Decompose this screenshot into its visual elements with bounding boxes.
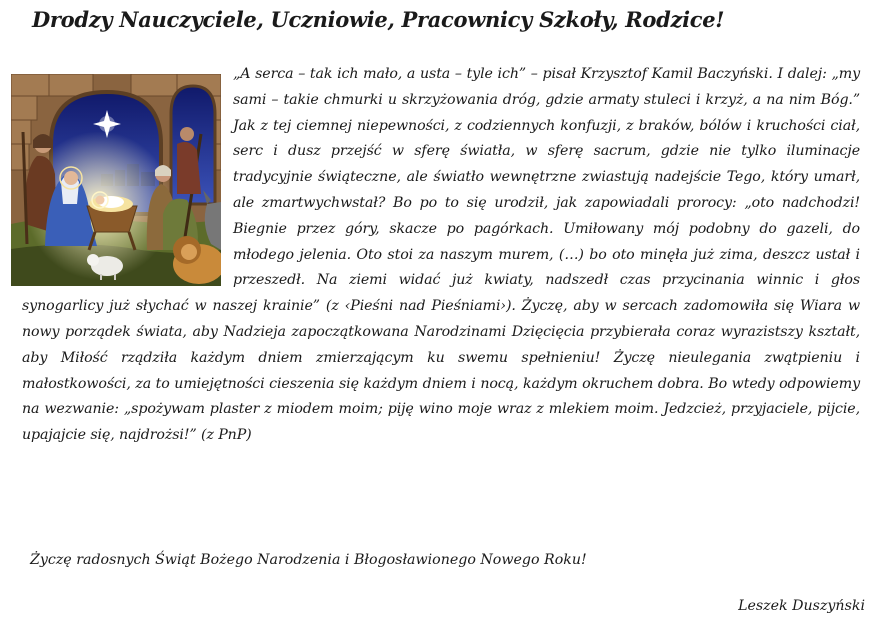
letter-heading: Drodzy Nauczyciele, Uczniowie, Pracownicy Szkoły, Rodzice! xyxy=(32,7,725,32)
signature: Leszek Duszyński xyxy=(738,598,865,614)
letter-body xyxy=(22,62,860,449)
nativity-image xyxy=(11,74,221,286)
letter-text: „A serca – tak ich mało, a usta – tyle ich” – pisał Krzysztof Kamil Baczyński. I dalej: „my sami – takie chmurki u skrzyżowania dróg, gdzie armaty stuleci i krzyż, a na nim Bóg.” Jak z tej ciemnej niepewności, z codziennych konfuzji, z braków, bólów i kruchości ciał, serc i dusz przejść w sferę światła, w sferę sacrum, gdzie nie tylko iluminacje tradycyjnie świąteczne, ale światło wewnętrzne zwiastują nadejście Tego, który umarł, ale zmartwychwstał? Bo po to się urodził, jak zapowiadali prorocy: „oto nadchodzi! Biegnie przez góry, skacze po pagórkach. Umiłowany mój podobny do gazeli, do młodego jelenia. Oto stoi za naszym murem, (…) bo oto minęła już zima, deszcz ustał i przeszedł. Na ziemi widać już kwiaty, nadszedł czas przycinania winnic i głos synogarlicy już słychać w naszej krainie” (z ‹Pieśni nad Pieśniami›). Życzę, aby w sercach zadomowiła się Wiara w nowy porządek świata, aby Nadzieja zapoczątkowana Narodzinami Dzięcięcia przybierała coraz wyrazistszy kształt, aby Miłość rządziła każdym dniem zmierzającym ku swemu spełnieniu! Życzę nieulegania zwątpieniu i małostkowości, za to umiejętności cieszenia się każdym dniem i nocą, każdym okruchem dobra. Bo wtedy odpowiemy na wezwanie: „spożywam plaster z miodem moim; piję wino moje wraz z mlekiem moim. Jedzcież, przyjaciele, pijcie, upajajcie się, najdrożsi!” (z PnP) xyxy=(22,66,860,444)
holiday-wish: Życzę radosnych Świąt Bożego Narodzenia i Błogosławionego Nowego Roku! xyxy=(30,552,587,568)
nativity-illustration xyxy=(11,74,221,286)
